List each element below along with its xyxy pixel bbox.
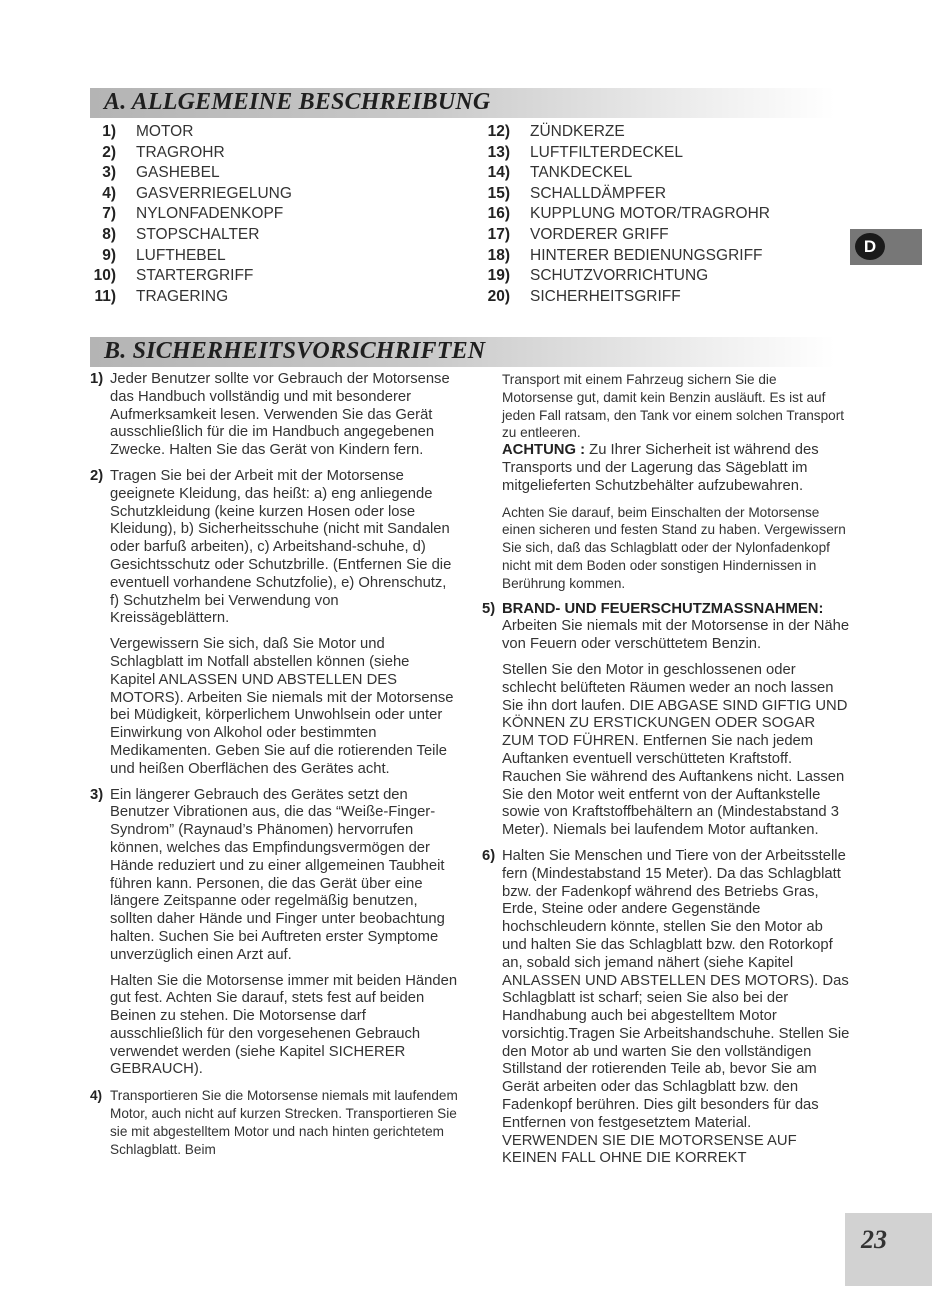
section-a-title: A. ALLGEMEINE BESCHREIBUNG bbox=[104, 89, 491, 115]
part-number: 12) bbox=[487, 123, 510, 140]
part-number: 16) bbox=[487, 205, 510, 223]
item-number: 5) bbox=[482, 600, 496, 617]
item-text: Tragen Sie bei der Arbeit mit der Motorsense geeignete Kleidung, das heißt: a) eng anliegende Schutzkleidung (keine kurzen Hosen oder lose Kleidung), b) Sicherheitsschuhe (nicht mit Sandalen oder barfuß arbeiten), c) Arbeitshand-schuhe, d) Gesichtsschutz oder Schutzbrille. (Entfernen Sie die eventuell vorhandene Schutzfolie), e) Ohrenschutz, f) Schutzhelm bei Verwendung von Kreissägeblättern. bbox=[110, 467, 452, 627]
part-label: VORDERER GRIFF bbox=[530, 225, 669, 243]
part-number: 8) bbox=[102, 225, 116, 243]
part-number: 4) bbox=[102, 184, 116, 202]
part-number: 18) bbox=[487, 246, 510, 264]
part-label: GASVERRIEGELUNG bbox=[136, 184, 292, 202]
part-number: 17) bbox=[487, 225, 510, 243]
page-number-box bbox=[845, 1213, 932, 1286]
part-list-item bbox=[472, 122, 770, 143]
item-text: Ein längerer Gebrauch des Gerätes setzt den Benutzer Vibrationen aus, die das “Weiße-Finger-Syndrom” (Raynaud’s Phänomen) hervorrufen können, welches das Empfindungsvermögen der Hände reduziert und zu einer allgemeinen Taubheit führen kann. Personen, die das Gerät über eine längere Zeitspanne oder regelmäßig benutzen, sollten daher Hände und Finger unter beobachtung halten. Suchen Sie bei Auftreten erster Symptome unverzüglich einen Arzt auf. bbox=[110, 786, 445, 963]
item-4-warning bbox=[502, 442, 850, 495]
item-text: Halten Sie Menschen und Tiere von der Arbeitsstelle fern (Mindestabstand 15 Meter). Da das Schlagblatt bzw. der Fadenkopf während des Betriebs Gras, Erde, Steine oder andere Gegenstände hochschleudern könnte, stellen Sie den Motor ab und halten Sie das Schlagblatt bzw. den Rotorkopf an, sobald sich jemand nähert (siehe Kapitel ANLASSEN UND ABSTELLEN DES MOTORS). Das Schlagblatt ist scharf; seien Sie also bei der Handhabung auch bei abgestelltem Motor vorsichtig.Tragen Sie Arbeitshandschuhe. Stellen Sie den Motor ab und warten Sie den vollständigen Stillstand der rotierenden Teile ab, bevor Sie am Gerät arbeiten oder das Schlagblatt bzw. den Fadenkopf berühren. Dies gilt besonders für das Entfernen von festgesetztem Material. VERWENDEN SIE DIE MOTORSENSE AUF KEINEN FALL OHNE DIE KORREKT bbox=[502, 847, 850, 1167]
part-list-item bbox=[78, 287, 292, 308]
section-b-title: B. SICHERHEITSVORSCHRIFTEN bbox=[104, 338, 486, 364]
item-4-paragraph: Achten Sie darauf, beim Einschalten der Motorsense einen sicheren und festen Stand zu haben. Vergewissern Sie sich, daß das Schlagblatt oder der Nylonfadenkopf nicht mit dem Boden oder sonstigen Hindernissen in Berührung kommen. bbox=[502, 504, 846, 591]
part-list-item bbox=[78, 163, 292, 184]
part-number: 13) bbox=[487, 143, 510, 161]
part-number: 14) bbox=[487, 164, 510, 182]
part-list-item bbox=[472, 204, 770, 225]
text-column-right bbox=[482, 371, 850, 1168]
item-text: Transportieren Sie die Motorsense niemals mit laufendem Motor, auch nicht auf kurzen Strecken. Transportieren Sie sie mit abgestelltem Motor und nach hinten gerichtetem Schlagblatt. Beim bbox=[110, 1088, 458, 1157]
part-list-item bbox=[472, 246, 770, 267]
safety-item-2 bbox=[90, 468, 458, 628]
item-3-paragraph: Halten Sie die Motorsense immer mit beiden Händen gut fest. Achten Sie darauf, stets fest auf beiden Beinen zu stehen. Die Motorsense darf ausschließlich für den vorgesehenen Gebrauch verwendet werden (siehe Kapitel SICHERER GEBRAUCH). bbox=[110, 972, 458, 1078]
safety-item-5 bbox=[482, 601, 850, 654]
part-list-item bbox=[472, 287, 770, 308]
part-list-item bbox=[78, 143, 292, 164]
part-label: TRAGERING bbox=[136, 287, 229, 305]
item-2-paragraph: Vergewissern Sie sich, daß Sie Motor und Schlagblatt im Notfall abstellen können (siehe Kapitel ANLASSEN UND ABSTELLEN DES MOTORS). Arbeiten Sie niemals mit der Motorsense bei Müdigkeit, körperlichem Unwohlsein oder unter Einwirkung von Alkohol oder bestimmten Medikamenten. Geben Sie auf die rotierenden Teile und heißen Oberflächen des Gerätes acht. bbox=[110, 636, 454, 777]
item-number: 6) bbox=[482, 847, 496, 864]
parts-list-right bbox=[472, 122, 770, 307]
part-list-item bbox=[472, 143, 770, 164]
part-list-item bbox=[78, 204, 292, 225]
safety-item-1 bbox=[90, 371, 458, 460]
part-label: SCHUTZVORRICHTUNG bbox=[530, 267, 709, 285]
part-label: LUFTHEBEL bbox=[136, 246, 226, 264]
page-number: 23 bbox=[861, 1225, 887, 1254]
part-number: 9) bbox=[102, 246, 116, 264]
part-label: HINTERER BEDIENUNGSGRIFF bbox=[530, 246, 763, 264]
warning-text: Zu Ihrer Sicherheit ist während des Transports und der Lagerung das Sägeblatt im mitgelieferten Schutzbehälter aufzubewahren. bbox=[502, 442, 819, 494]
language-badge: D bbox=[855, 233, 885, 260]
part-label: STARTERGRIFF bbox=[136, 267, 254, 285]
part-list-item bbox=[78, 225, 292, 246]
part-number: 20) bbox=[487, 287, 510, 305]
safety-item-3 bbox=[90, 787, 458, 965]
text-column-left bbox=[90, 371, 458, 1158]
item-number: 3) bbox=[90, 786, 104, 803]
part-number: 1) bbox=[102, 123, 116, 140]
language-tab bbox=[850, 229, 922, 265]
part-label: NYLONFADENKOPF bbox=[136, 205, 284, 223]
safety-item-4 bbox=[90, 1087, 458, 1158]
section-a-banner bbox=[90, 88, 835, 118]
part-number: 3) bbox=[102, 164, 116, 182]
item-text: Jeder Benutzer sollte vor Gebrauch der Motorsense das Handbuch vollständig und mit besonderer Aufmerksamkeit lesen. Verwenden Sie das Gerät ausschließlich für die im Handbuch angegebenen Zwecke. Halten Sie das Gerät von Kindern fern. bbox=[110, 371, 450, 459]
part-list-item bbox=[78, 122, 292, 143]
section-b-banner bbox=[90, 337, 835, 367]
part-number: 10) bbox=[93, 267, 116, 285]
part-label: TANKDECKEL bbox=[530, 164, 633, 182]
part-number: 7) bbox=[102, 205, 116, 223]
item-number: 4) bbox=[90, 1088, 103, 1104]
part-list-item bbox=[472, 225, 770, 246]
part-label: STOPSCHALTER bbox=[136, 225, 260, 243]
part-number: 2) bbox=[102, 143, 116, 161]
part-label: ZÜNDKERZE bbox=[530, 123, 625, 140]
part-list-item bbox=[472, 184, 770, 205]
part-label: GASHEBEL bbox=[136, 164, 220, 182]
item-number: 2) bbox=[90, 467, 104, 484]
safety-item-6 bbox=[482, 848, 850, 1168]
item-number: 1) bbox=[90, 371, 104, 387]
part-list-item bbox=[78, 246, 292, 267]
item-5-paragraph: Stellen Sie den Motor in geschlossenen oder schlecht belüfteten Räumen weder an noch lassen Sie ihn dort laufen. DIE ABGASE SIND GIFTIG UND KÖNNEN ZU ERSTICKUNGEN ODER SOGAR ZUM TOD FÜHREN. Entfernen Sie nach jedem Auftanken eventuell verschütteten Kraftstoff. Rauchen Sie während des Auftankens nicht. Lassen Sie den Motor weit entfernt von der Auftankstelle sowie von Kraftstoffbehältern an (Mindestabstand 3 Meter). Niemals bei laufendem Motor auftanken. bbox=[502, 661, 848, 839]
item-5-heading: BRAND- UND FEUERSCHUTZMASSNAHMEN: bbox=[502, 600, 824, 617]
part-label: KUPPLUNG MOTOR/TRAGROHR bbox=[530, 205, 770, 223]
warning-label: ACHTUNG : bbox=[502, 442, 586, 459]
part-label: SICHERHEITSGRIFF bbox=[530, 287, 681, 305]
part-list-item bbox=[472, 163, 770, 184]
part-number: 15) bbox=[487, 184, 510, 202]
parts-list-left bbox=[78, 122, 292, 307]
part-list-item bbox=[472, 266, 770, 287]
item-text bbox=[502, 601, 850, 654]
item-5-text: Arbeiten Sie niemals mit der Motorsense in der Nähe von Feuern oder verschüttetem Benzin. bbox=[502, 618, 850, 653]
part-number: 19) bbox=[487, 267, 510, 285]
item-4-continued: Transport mit einem Fahrzeug sichern Sie die Motorsense gut, damit kein Benzin ausläuft. Es ist auf jeden Fall ratsam, den Tank vor einem solchen Transport zu entleeren. bbox=[502, 372, 845, 441]
part-list-item bbox=[78, 184, 292, 205]
part-number: 11) bbox=[94, 287, 116, 305]
part-label: LUFTFILTERDECKEL bbox=[530, 143, 684, 161]
part-label: TRAGROHR bbox=[136, 143, 225, 161]
part-list-item bbox=[78, 266, 292, 287]
part-label: SCHALLDÄMPFER bbox=[530, 184, 667, 202]
part-label: MOTOR bbox=[136, 123, 194, 140]
